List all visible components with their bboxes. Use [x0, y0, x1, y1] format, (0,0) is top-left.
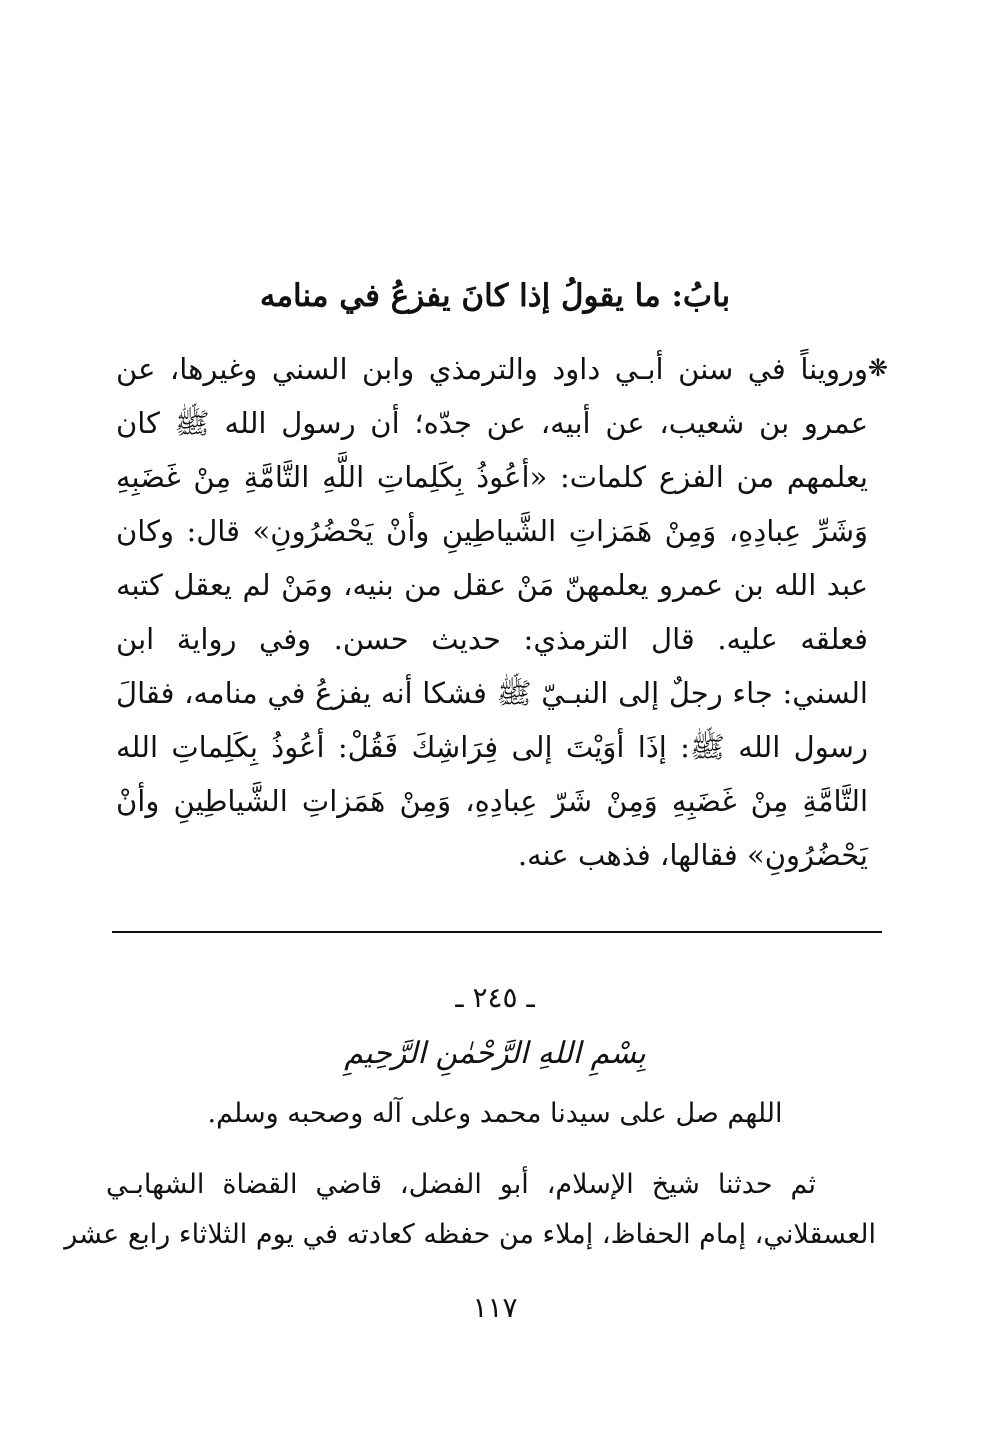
body-line: يعلمهم من الفزع كلمات: «أعُوذُ بِكَلِماتِ اللَّهِ التَّامَّةِ مِنْ غَضَبِهِ — [116, 460, 868, 494]
chapter-title: بابُ: ما يقولُ إذا كانَ يفزعُ في منامه — [259, 278, 731, 314]
body-line: ورويناً في سنن أبـي داود والترمذي وابن السني وغيرها، عن — [116, 352, 868, 386]
body-line: التَّامَّةِ مِنْ غَضَبِهِ وَمِنْ شَرّ عِبادِهِ، وَمِنْ هَمَزاتِ الشَّياطِينِ وأنْ — [116, 784, 868, 818]
basmala-heading: بِسْمِ اللهِ الرَّحْمٰنِ الرَّحِيمِ — [344, 1036, 646, 1071]
narration-paragraph — [64, 1160, 876, 1260]
narration-line: العسقلاني، إمام الحفاظ، إملاء من حفظه كعادته في يوم الثلاثاء رابع عشر — [64, 1219, 876, 1250]
section-divider — [112, 931, 882, 933]
body-line: يَحْضُرُونِ» فقالها، فذهب عنه. — [517, 838, 868, 872]
hadith-paragraph — [116, 342, 888, 882]
prayer-line: اللهم صل على سيدنا محمد وعلى آله وصحبه وسلم. — [207, 1098, 783, 1129]
body-line: عبد الله بن عمرو يعلمهنّ مَنْ عقل من بنيه، ومَنْ لم يعقل كتبه — [116, 568, 868, 602]
section-number: ـ ٢٤٥ ـ — [455, 981, 535, 1014]
body-line: السني: جاء رجلٌ إلى النبـيّ ﷺ فشكا أنه يفزعُ في منامه، فقالَ — [116, 676, 868, 710]
body-line: رسول الله ﷺ: إذَا أوَيْتَ إلى فِرَاشِكَ فَقُلْ: أعُوذُ بِكَلِماتِ الله — [116, 730, 868, 764]
body-line: عمرو بن شعيب، عن أبيه، عن جدّه؛ أن رسول الله ﷺ كان — [116, 406, 868, 440]
narration-line: ثم حدثنا شيخ الإسلام، أبو الفضل، قاضي القضاة الشهابـي — [106, 1169, 816, 1200]
page-number: ١١٧ — [472, 1291, 518, 1324]
body-line: فعلقه عليه. قال الترمذي: حديث حسن. وفي رواية ابن — [116, 622, 868, 656]
body-line: وَشَرِّ عِبادِهِ، وَمِنْ هَمَزاتِ الشَّياطِينِ وأنْ يَحْضُرُونِ» قال: وكان — [116, 514, 868, 548]
paragraph-marker-icon: ❋ — [867, 354, 888, 382]
